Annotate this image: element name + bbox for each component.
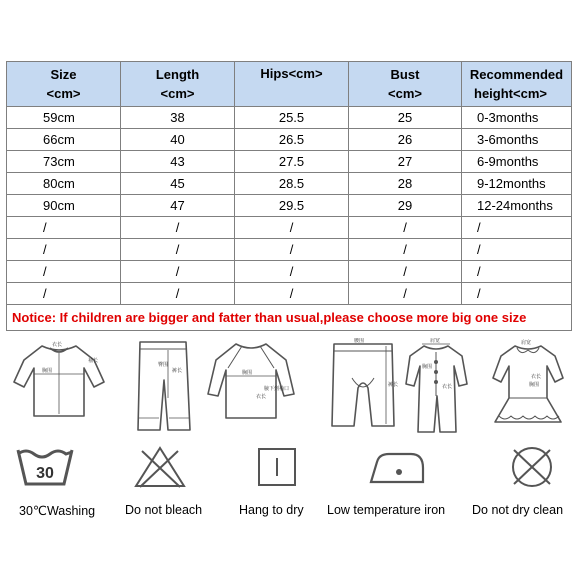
hips-cell: 27.5 [235,151,349,173]
svg-text:肩宽: 肩宽 [430,338,441,344]
header-row [7,62,572,107]
size-cell: / [7,283,121,305]
height-cell: 3-6months [462,129,572,151]
table-row [7,283,572,305]
svg-text:臀围: 臀围 [158,362,169,368]
do-not-dry-clean-label: Do not dry clean [472,503,564,517]
pants-diagram [128,338,198,438]
size-chart-body [7,107,572,305]
height-cell: 12-24months [462,195,572,217]
size-cell: / [7,261,121,283]
low-temperature-iron-label: Low temperature iron [327,503,446,517]
bust-cell: / [349,283,462,305]
bust-cell: / [349,261,462,283]
header-length-label: Length [155,67,200,82]
table-row [7,173,572,195]
svg-text:胸围: 胸围 [422,364,433,370]
svg-text:腋下到袖口: 腋下到袖口 [264,386,290,392]
dress-diagram [491,338,566,428]
header-bust-unit: <cm> [388,86,422,101]
shorts-diagram [326,338,401,433]
hips-cell: 26.5 [235,129,349,151]
svg-text:胸围: 胸围 [242,370,253,376]
height-cell: 9-12months [462,173,572,195]
length-cell: / [121,283,235,305]
header-height-unit: height<cm> [474,86,547,101]
height-cell: / [462,261,572,283]
header-bust-label: Bust [390,67,420,82]
table-row [7,107,572,129]
do-not-bleach-label: Do not bleach [125,503,203,517]
svg-text:胸围: 胸围 [529,382,540,388]
length-cell: 38 [121,107,235,129]
header-size-label: Size [50,67,77,82]
svg-text:袖长: 袖长 [88,358,99,364]
header-length [121,62,235,107]
hang-to-dry-icon [257,447,297,487]
header-length-unit: <cm> [160,86,195,101]
table-row [7,217,572,239]
header-bust [349,62,462,107]
long-sleeve-top-diagram [12,338,107,422]
svg-text:衣长: 衣长 [531,374,542,380]
hips-cell: / [235,217,349,239]
svg-text:衣长: 衣长 [442,384,453,390]
wash-temperature: 30 [36,465,54,482]
hang-to-dry-label: Hang to dry [239,503,304,517]
svg-text:衣长: 衣长 [256,394,267,400]
hips-cell: / [235,239,349,261]
length-cell: / [121,261,235,283]
height-cell: / [462,239,572,261]
svg-text:胸围: 胸围 [42,368,53,374]
notice-text: Notice: If children are bigger and fatter than usual,please choose more big one size [7,305,572,331]
size-cell: 80cm [7,173,121,195]
height-cell: / [462,283,572,305]
header-hips-label: Hips<cm> [260,66,323,81]
hips-cell: / [235,283,349,305]
do-not-bleach-icon [134,445,186,489]
header-recommended-label: Recommended [469,67,564,82]
length-cell: 40 [121,129,235,151]
bust-cell: 28 [349,173,462,195]
raglan-top-diagram [206,338,296,428]
bust-cell: 25 [349,107,462,129]
low-temperature-iron-icon [369,450,425,486]
table-row [7,195,572,217]
washing-label: 30℃Washing [19,504,96,518]
length-cell: 45 [121,173,235,195]
header-size-unit: <cm> [46,86,81,101]
size-cell: / [7,239,121,261]
hips-cell: 28.5 [235,173,349,195]
length-cell: 43 [121,151,235,173]
header-hips [235,62,349,107]
svg-text:裤长: 裤长 [388,382,399,388]
table-row [7,151,572,173]
height-cell: 0-3months [462,107,572,129]
notice-row [7,305,572,331]
size-cell: 66cm [7,129,121,151]
length-cell: 47 [121,195,235,217]
table-row [7,129,572,151]
bust-cell: 27 [349,151,462,173]
garment-label: 衣长 [52,342,63,348]
washing-30-icon [14,446,76,488]
hips-cell: 29.5 [235,195,349,217]
header-size [7,62,121,107]
hips-cell: 25.5 [235,107,349,129]
height-cell: 6-9months [462,151,572,173]
table-row [7,239,572,261]
length-cell: / [121,217,235,239]
size-cell: 59cm [7,107,121,129]
header-recommended-height [462,62,572,107]
svg-text:腰围: 腰围 [354,338,365,344]
size-chart-table [6,61,572,331]
do-not-dry-clean-icon [508,444,556,490]
length-cell: / [121,239,235,261]
size-cell: / [7,217,121,239]
bust-cell: / [349,239,462,261]
table-row [7,261,572,283]
garment-diagrams [6,338,576,438]
romper-diagram [404,338,469,438]
size-chart-header [7,62,572,107]
svg-text:肩宽: 肩宽 [521,340,532,346]
height-cell: / [462,217,572,239]
size-cell: 90cm [7,195,121,217]
svg-text:裤长: 裤长 [172,368,183,374]
bust-cell: 29 [349,195,462,217]
hips-cell: / [235,261,349,283]
size-cell: 73cm [7,151,121,173]
bust-cell: / [349,217,462,239]
bust-cell: 26 [349,129,462,151]
